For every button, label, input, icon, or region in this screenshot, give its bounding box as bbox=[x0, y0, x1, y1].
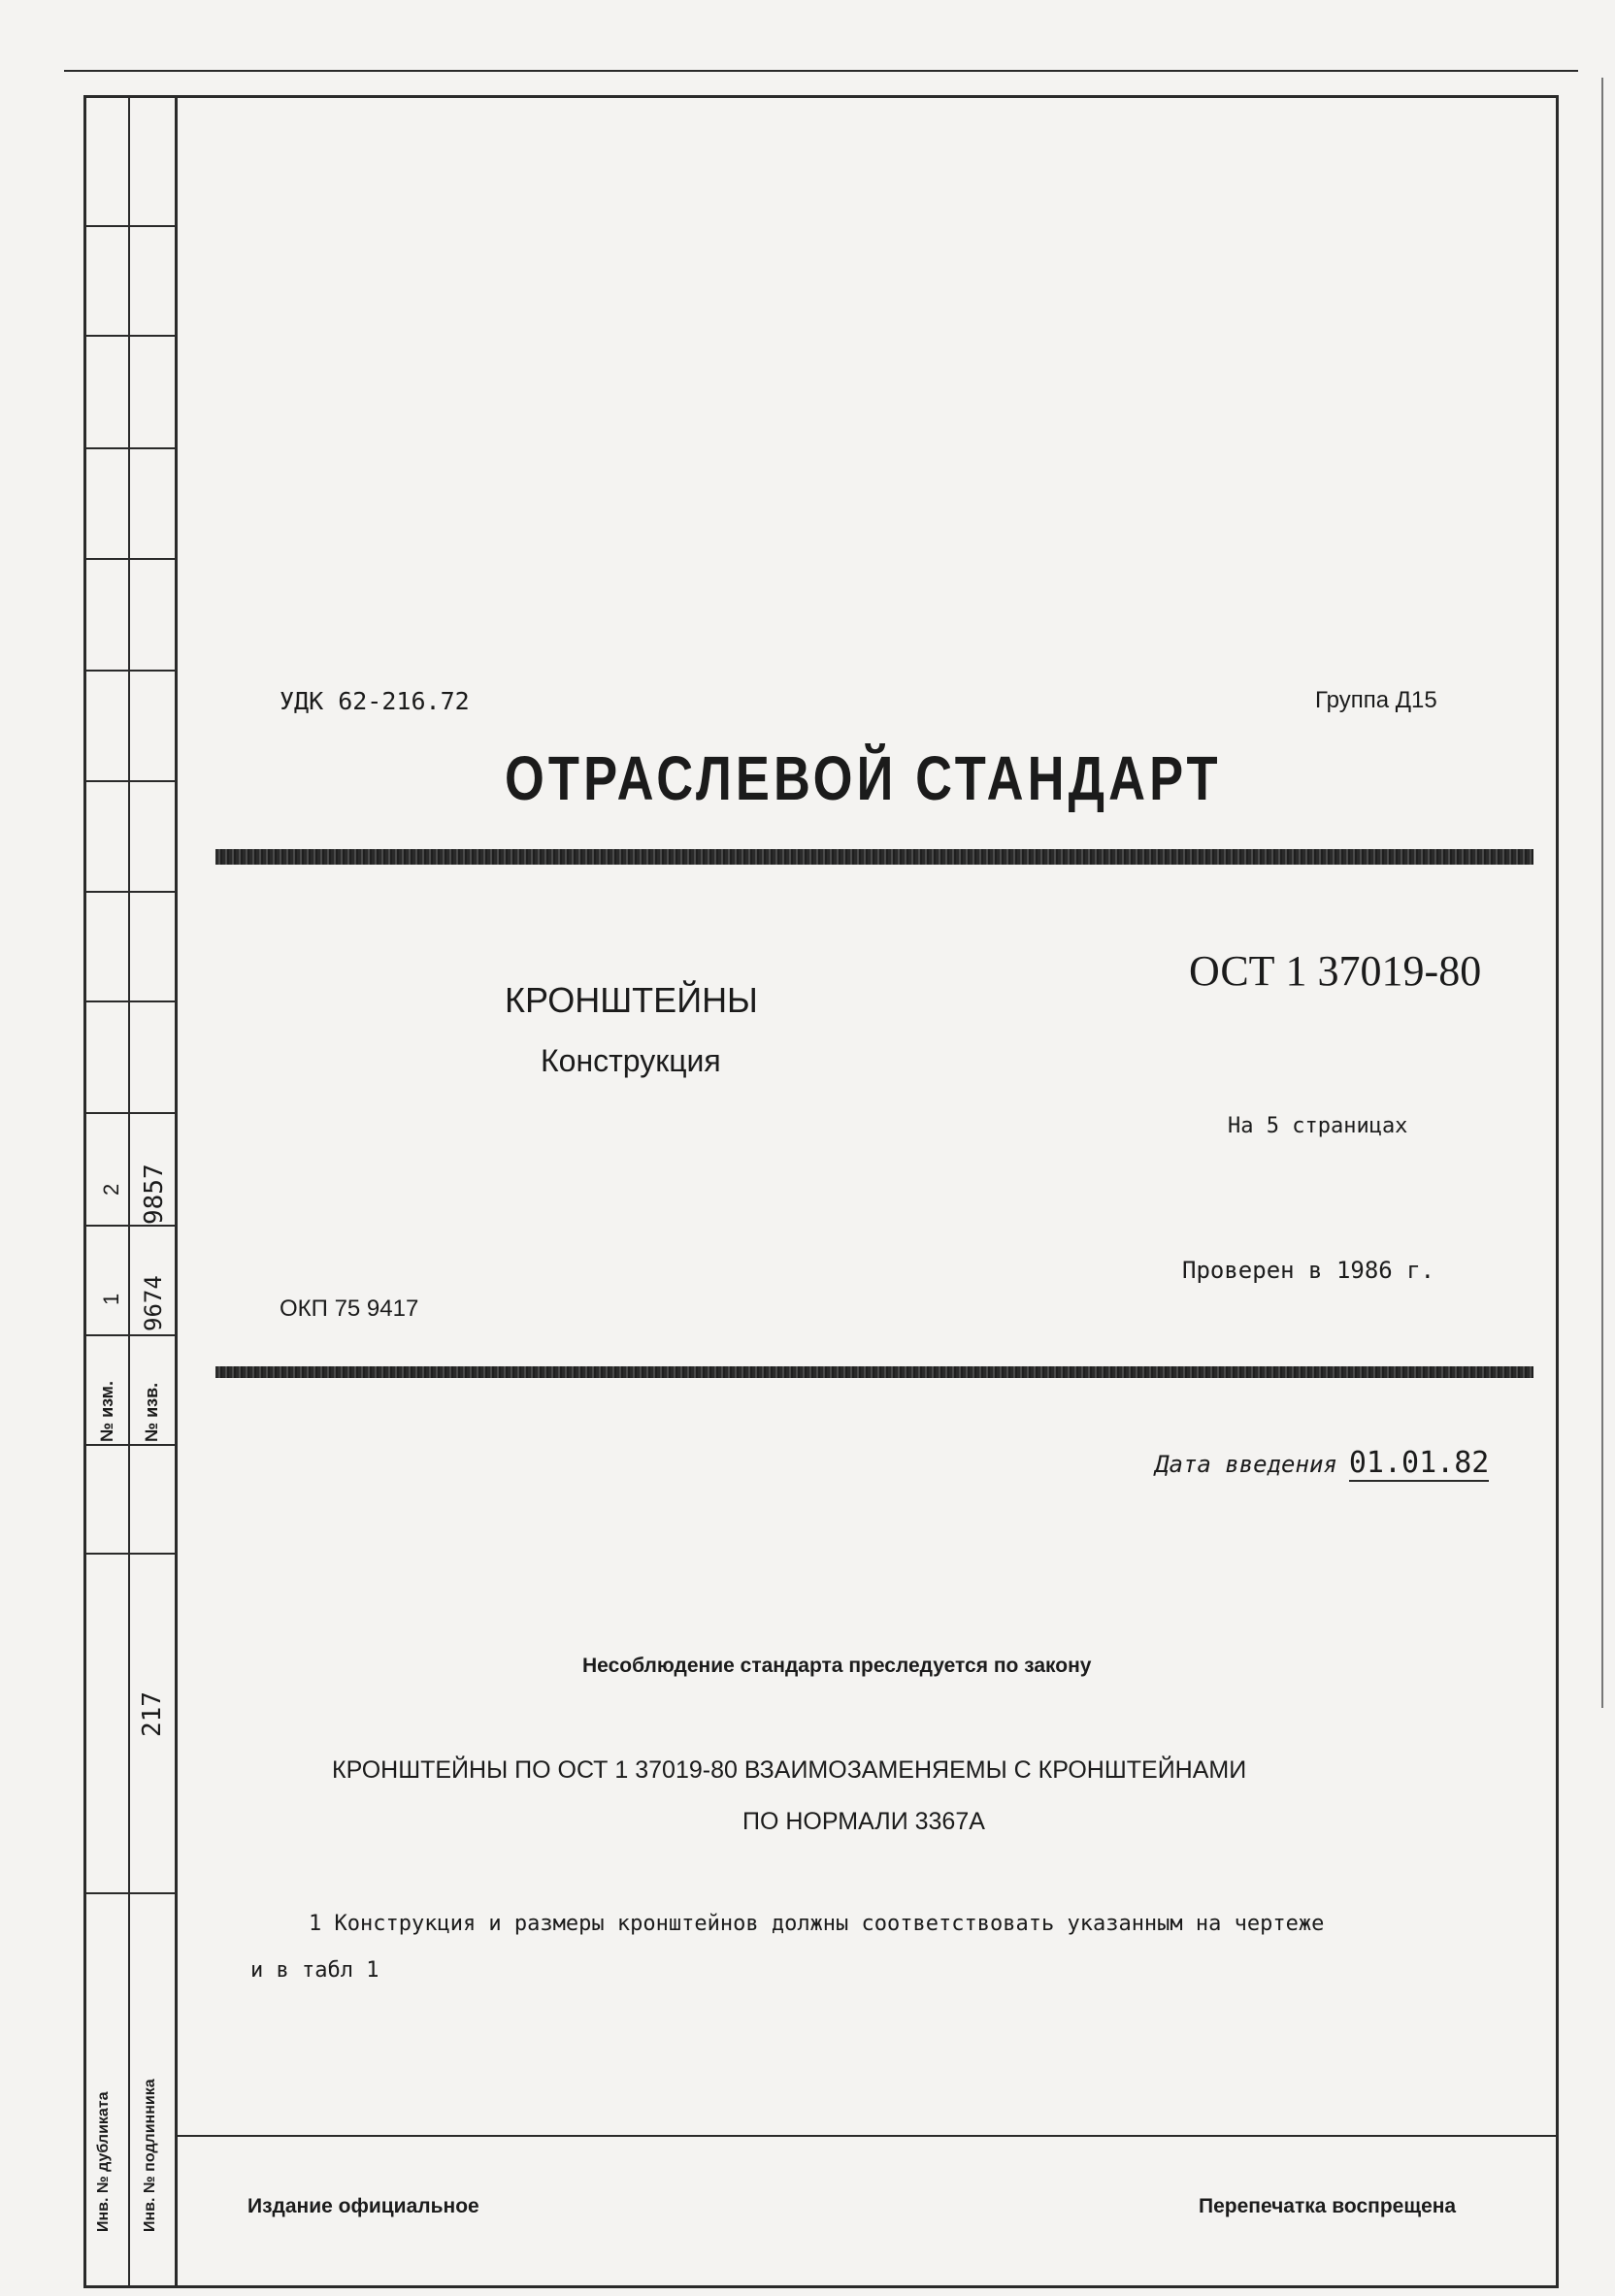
paragraph-1-line2: и в табл 1 bbox=[250, 1958, 379, 1983]
page-right-edge bbox=[1601, 78, 1603, 1708]
stamp-izm-2: 2 bbox=[99, 1183, 123, 1196]
interchange-note-line2: ПО НОРМАЛИ 3367А bbox=[742, 1808, 985, 1835]
checked-year: Проверен в 1986 г. bbox=[1182, 1257, 1435, 1284]
footer-reprint-forbidden: Перепечатка воспрещена bbox=[1199, 2195, 1457, 2217]
stamp-row-line bbox=[83, 447, 177, 449]
stamp-row-line bbox=[83, 225, 177, 227]
paragraph-1-line1: 1 Конструкция и размеры кронштейнов должны соответствовать указанным на чертеже bbox=[309, 1912, 1325, 1936]
stamp-row-line bbox=[83, 1553, 177, 1555]
group-code: Группа Д15 bbox=[1315, 687, 1437, 713]
title-divider-bottom bbox=[215, 1366, 1533, 1378]
stamp-izv-2: 9857 bbox=[140, 1164, 169, 1225]
frame-top bbox=[83, 95, 1559, 98]
stamp-izm-header: № изм. bbox=[97, 1381, 116, 1442]
stamp-orig-header: Инв. № подлинника bbox=[142, 2079, 158, 2232]
stamp-orig-value: 217 bbox=[138, 1691, 167, 1737]
effective-date-row bbox=[1155, 1446, 1489, 1480]
page-top-edge bbox=[64, 70, 1578, 72]
stamp-row-line bbox=[83, 558, 177, 560]
standard-name: КРОНШТЕЙНЫ bbox=[505, 980, 758, 1020]
title-divider-top bbox=[215, 849, 1533, 865]
standard-subtitle: Конструкция bbox=[541, 1043, 721, 1078]
stamp-row-line bbox=[83, 1225, 177, 1227]
stamp-row-line bbox=[83, 670, 177, 672]
footer-rule bbox=[175, 2135, 1558, 2137]
frame-bottom bbox=[83, 2285, 1559, 2288]
stamp-row-line bbox=[83, 1000, 177, 1002]
stamp-row-line bbox=[83, 335, 177, 337]
stamp-row-line bbox=[83, 891, 177, 893]
page-count: На 5 страницах bbox=[1228, 1114, 1408, 1138]
udk-code: УДК 62-216.72 bbox=[280, 687, 470, 715]
interchange-note-line1: КРОНШТЕЙНЫ ПО ОСТ 1 37019-80 ВЗАИМОЗАМЕНЯЕМЫ С КРОНШТЕЙНАМИ bbox=[332, 1756, 1247, 1784]
standard-code: ОСТ 1 37019-80 bbox=[1189, 947, 1482, 995]
stamp-row-line bbox=[83, 1892, 177, 1894]
law-warning: Несоблюдение стандарта преследуется по закону bbox=[582, 1655, 1092, 1677]
stamp-dup-header: Инв. № дубликата bbox=[95, 2091, 112, 2232]
stamp-row-line bbox=[83, 780, 177, 782]
stamp-col-divider bbox=[128, 95, 130, 2288]
frame-right bbox=[1556, 95, 1559, 2288]
stamp-col-right bbox=[175, 95, 178, 2288]
stamp-izm-1: 1 bbox=[99, 1293, 123, 1305]
page-title: ОТРАСЛЕВОЙ СТАНДАРТ bbox=[505, 743, 1222, 813]
stamp-row-line bbox=[83, 1444, 177, 1446]
okp-code: ОКП 75 9417 bbox=[280, 1296, 419, 1322]
stamp-row-line bbox=[83, 1112, 177, 1114]
effective-date-value: 01.01.82 bbox=[1348, 1446, 1490, 1480]
stamp-izv-header: № изв. bbox=[142, 1382, 161, 1442]
stamp-row-line bbox=[83, 1334, 177, 1336]
effective-date-label: Дата введения bbox=[1155, 1451, 1337, 1478]
frame-left bbox=[83, 95, 86, 2288]
footer-official: Издание официальное bbox=[247, 2195, 479, 2217]
stamp-izv-1: 9674 bbox=[140, 1275, 167, 1331]
